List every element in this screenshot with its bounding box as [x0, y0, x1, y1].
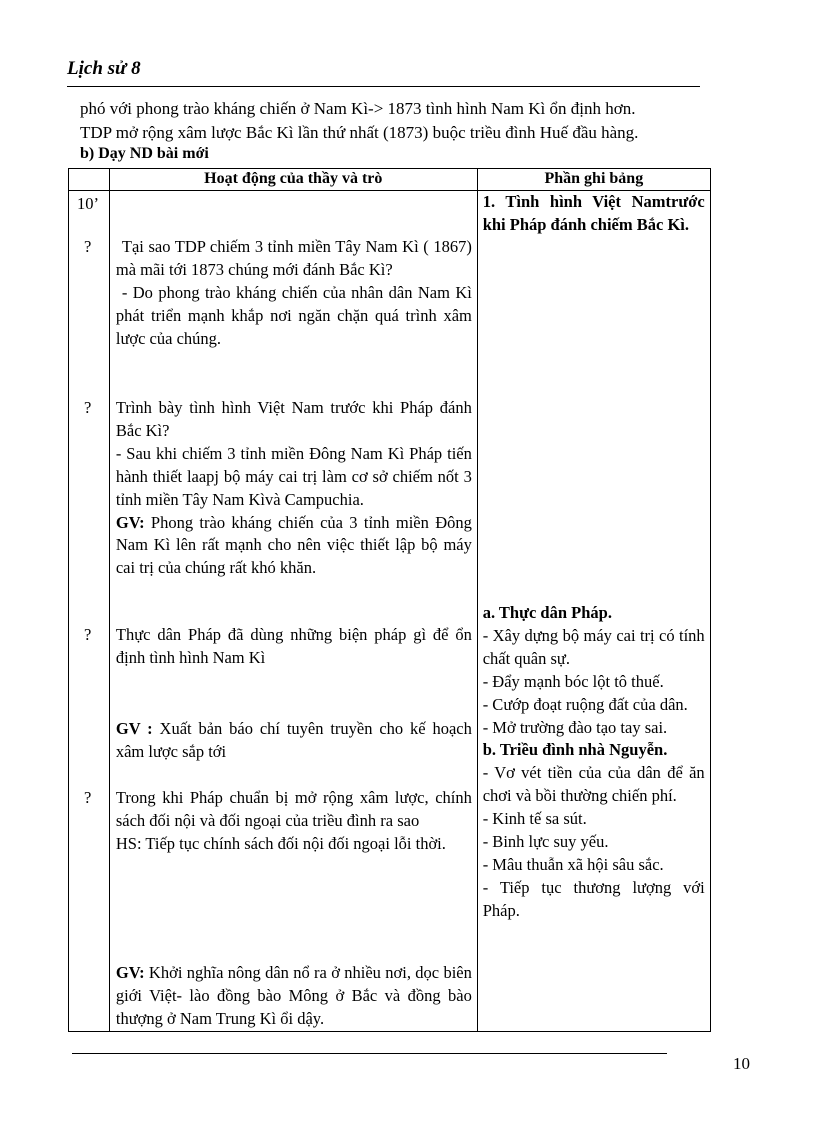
header-divider [67, 86, 700, 87]
teacher-note-text: Xuất bản báo chí tuyên truyền cho kế hoạch xâm lược sắp tới [115, 719, 472, 761]
intro-paragraph [80, 97, 710, 145]
activity-block [116, 787, 472, 856]
notes-heading-block [483, 191, 705, 237]
activity-block [116, 962, 472, 1031]
activities-cell [109, 191, 477, 1032]
activity-question: Tại sao TDP chiếm 3 tỉnh miền Tây Nam Kì ( 1867) mà mãi tới 1873 chúng mới đánh Bắc Kì? [115, 237, 472, 279]
time-cell [69, 191, 110, 1032]
table-header-row [69, 169, 711, 191]
notes-item: - Vơ vét tiền của của dân để ăn chơi và bồi thường chiến phí. [482, 763, 705, 806]
notes-item: - Mâu thuẫn xã hội sâu sắc. [482, 854, 664, 874]
notes-item: - Binh lực suy yếu. [482, 832, 609, 852]
notes-item: - Kinh tế sa sút. [482, 809, 587, 829]
activity-answer: - Do phong trào kháng chiến của nhân dân Nam Kì phát triển mạnh khắp nơi ngăn chặn quá trình xâm lược của chúng. [115, 282, 472, 348]
question-mark: ? [84, 625, 92, 644]
notes-heading: 1. Tình hình Việt Namtrước khi Pháp đánh chiếm Bắc Kì. [482, 192, 705, 234]
section-title: b) Dạy ND bài mới [80, 145, 209, 162]
page-header-title: Lịch sử 8 [67, 58, 141, 79]
header-activities: Hoạt động của thầy và trò [109, 169, 477, 191]
notes-subheading: b. Triều đình nhà Nguyễn. [482, 740, 668, 760]
teacher-label: GV : [115, 719, 153, 738]
notes-item: - Tiếp tục thương lượng với Pháp. [482, 877, 705, 920]
table-row [69, 191, 711, 1032]
activity-question: Trình bày tình hình Việt Nam trước khi Pháp đánh Bắc Kì? [115, 398, 472, 440]
notes-section-a [483, 602, 705, 923]
teacher-label: GV: [115, 512, 145, 532]
lesson-table [68, 168, 711, 1032]
activity-block [116, 236, 472, 351]
activity-question: Trong khi Pháp chuẩn bị mở rộng xâm lược, chính sách đối nội và đối ngoại của triều đình ra sao [115, 788, 472, 830]
notes-item: - Mở trường đào tạo tay sai. [482, 717, 668, 737]
question-mark: ? [84, 237, 92, 256]
question-mark: ? [84, 788, 92, 807]
activity-block [116, 624, 472, 670]
teacher-note-text: Phong trào kháng chiến của 3 tỉnh miền Đông Nam Kì lên rất mạnh cho nên việc thiết lập bộ máy cai trị của chúng rất khó khăn. [115, 512, 472, 578]
intro-line: phó với phong trào kháng chiến ở Nam Kì-> 1873 tình hình Nam Kì ổn định hơn. [80, 99, 636, 118]
time-value: 10’ [77, 194, 99, 213]
question-mark: ? [84, 398, 92, 417]
activity-student-answer: HS: Tiếp tục chính sách đối nội đối ngoại lỗi thời. [115, 833, 446, 853]
activity-teacher-note [116, 962, 472, 1031]
activity-question: Thực dân Pháp đã dùng những biện pháp gì để ổn định tình hình Nam Kì [115, 625, 472, 667]
activity-block [116, 718, 472, 764]
notes-item: - Cướp đoạt ruộng đất của dân. [482, 694, 688, 714]
intro-line: TDP mở rộng xâm lược Bắc Kì lần thứ nhất (1873) buộc triều đình Huế đầu hàng. [80, 123, 639, 142]
activity-block [116, 397, 472, 580]
activity-teacher-note [116, 718, 472, 764]
activity-answer: - Sau khi chiếm 3 tỉnh miền Đông Nam Kì Pháp tiến hành thiết laapj bộ máy cai trị làm cơ sở chiếm nốt 3 tỉnh miền Tây Nam Kìvà Campuchia. [115, 443, 472, 509]
notes-item: - Đẩy mạnh bóc lột tô thuế. [482, 671, 664, 691]
notes-subheading: a. Thực dân Pháp. [482, 603, 612, 622]
notes-cell [477, 191, 710, 1032]
page-number: 10 [733, 1054, 750, 1073]
header-notes: Phần ghi bảng [477, 169, 710, 191]
teacher-label: GV: [115, 963, 145, 982]
teacher-note-text: Khởi nghĩa nông dân nổ ra ở nhiều nơi, dọc biên giới Việt- lào đồng bào Mông ở Bắc và đồng bào thượng ở Nam Trung Kì ổi dậy. [115, 963, 472, 1028]
notes-item: - Xây dựng bộ máy cai trị có tính chất quân sự. [482, 625, 705, 668]
activity-teacher-note [116, 512, 472, 581]
header-time [69, 169, 110, 191]
footer-divider [72, 1053, 667, 1054]
